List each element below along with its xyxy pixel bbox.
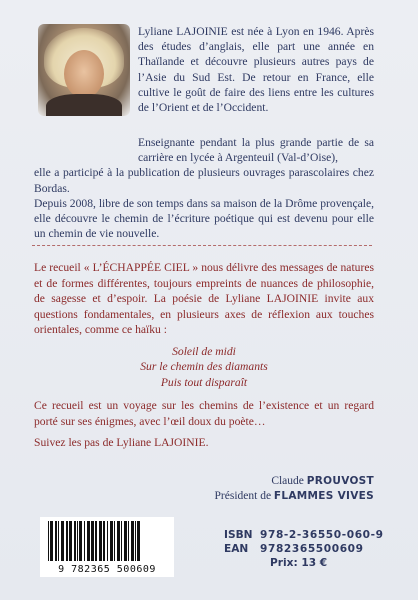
signature-block: [215, 474, 374, 504]
review-paragraph-1: Le recueil « L’ÉCHAPPÉE CIEL » nous délivre des messages de natures et de formes différentes, toujours empreints de nuances de philosophie, de sagesse et d’espoir. La poésie de Lyliane LAJOINIE invite aux questions fondamentales, en plusieurs axes de réflexion aux touches orientales, comme ce haïku :: [34, 261, 374, 336]
barcode-bar: [69, 521, 72, 561]
signature-role-prefix: Président de: [214, 490, 272, 502]
author-photo-face: [64, 50, 104, 98]
barcode-bar: [110, 521, 113, 561]
author-photo-shirt: [46, 94, 122, 116]
ean-label: EAN: [224, 543, 249, 555]
review-paragraph-2: Ce recueil est un voyage sur les chemins de l’existence et un regard porté sur ses énigmes, avec l’œil doux du poète…: [34, 399, 374, 428]
barcode-bar: [117, 521, 120, 561]
barcode: [40, 517, 174, 577]
barcode-digits: 9 782365 500609: [58, 564, 156, 575]
barcode-bar: [77, 521, 78, 561]
price: Prix: 13 €: [270, 557, 328, 569]
isbn-row: [224, 528, 384, 542]
barcode-bar: [99, 521, 102, 561]
barcode-bar: [58, 521, 59, 561]
review-paragraph-3: Suivez les pas de Lyliane LAJOINIE.: [34, 436, 209, 449]
isbn-label: ISBN: [224, 529, 253, 541]
barcode-bar: [74, 521, 76, 561]
barcode-bar: [87, 521, 90, 561]
barcode-bar: [107, 521, 108, 561]
haiku-line: Puis tout disparaît: [160, 375, 248, 389]
author-photo: [38, 24, 130, 116]
bio-paragraph-1: Lyliane LAJOINIE est née à Lyon en 1946. Après des études d’anglais, elle part une année en Thaïlande et découvre plusieurs autres pays de l’Asie du Sud Est. De retour en France, elle cultive le goût de faire des liens entre les cultures de l’Orient et de l’Occident.: [138, 25, 374, 115]
signature-org: FLAMMES VIVES: [273, 490, 374, 502]
barcode-bars: [46, 521, 168, 561]
barcode-bar: [124, 521, 127, 561]
signature-role: [215, 489, 374, 504]
bio-paragraph-2a: Enseignante pendant la plus grande partie de sa carrière en lycée à Argenteuil (Val-d’Oise),: [138, 136, 374, 165]
signature-last-name: PROUVOST: [306, 475, 374, 487]
signature-name: [215, 474, 374, 489]
barcode-bar: [84, 521, 85, 561]
haiku-line: Soleil de midi: [172, 344, 236, 358]
haiku-line: Sur le chemin des diamants: [140, 360, 268, 373]
barcode-bar: [91, 521, 94, 561]
section-divider: [32, 245, 372, 246]
barcode-bar: [95, 521, 97, 561]
barcode-bar: [128, 521, 129, 561]
book-review: [34, 260, 374, 457]
ean-value: 9782365500609: [260, 543, 364, 555]
isbn-value: 978-2-36550-060-9: [260, 529, 384, 541]
ean-row: [224, 542, 384, 556]
barcode-bar: [103, 521, 105, 561]
barcode-bar: [114, 521, 115, 561]
bio-paragraph-2b: elle a participé à la publication de plusieurs ouvrages parascolaires chez Bordas.: [34, 166, 374, 195]
barcode-bar: [131, 521, 134, 561]
barcode-bar: [55, 521, 57, 561]
barcode-bar: [137, 521, 140, 561]
barcode-bar: [50, 521, 53, 561]
barcode-bar: [79, 521, 82, 561]
haiku: [34, 344, 374, 391]
barcode-bar: [48, 521, 49, 561]
barcode-bar: [66, 521, 68, 561]
signature-first-name: Claude: [271, 475, 304, 487]
product-info: [224, 528, 384, 570]
barcode-bar: [61, 521, 64, 561]
bio-paragraph-3: Depuis 2008, libre de son temps dans sa maison de la Drôme provençale, elle découvre le chemin de l’écriture poétique qui est devenu pour elle un chemin de vie nouvelle.: [34, 196, 374, 241]
author-bio-bottom: [34, 135, 374, 241]
author-bio-top: [138, 24, 374, 115]
barcode-bar: [121, 521, 122, 561]
barcode-bar: [135, 521, 136, 561]
